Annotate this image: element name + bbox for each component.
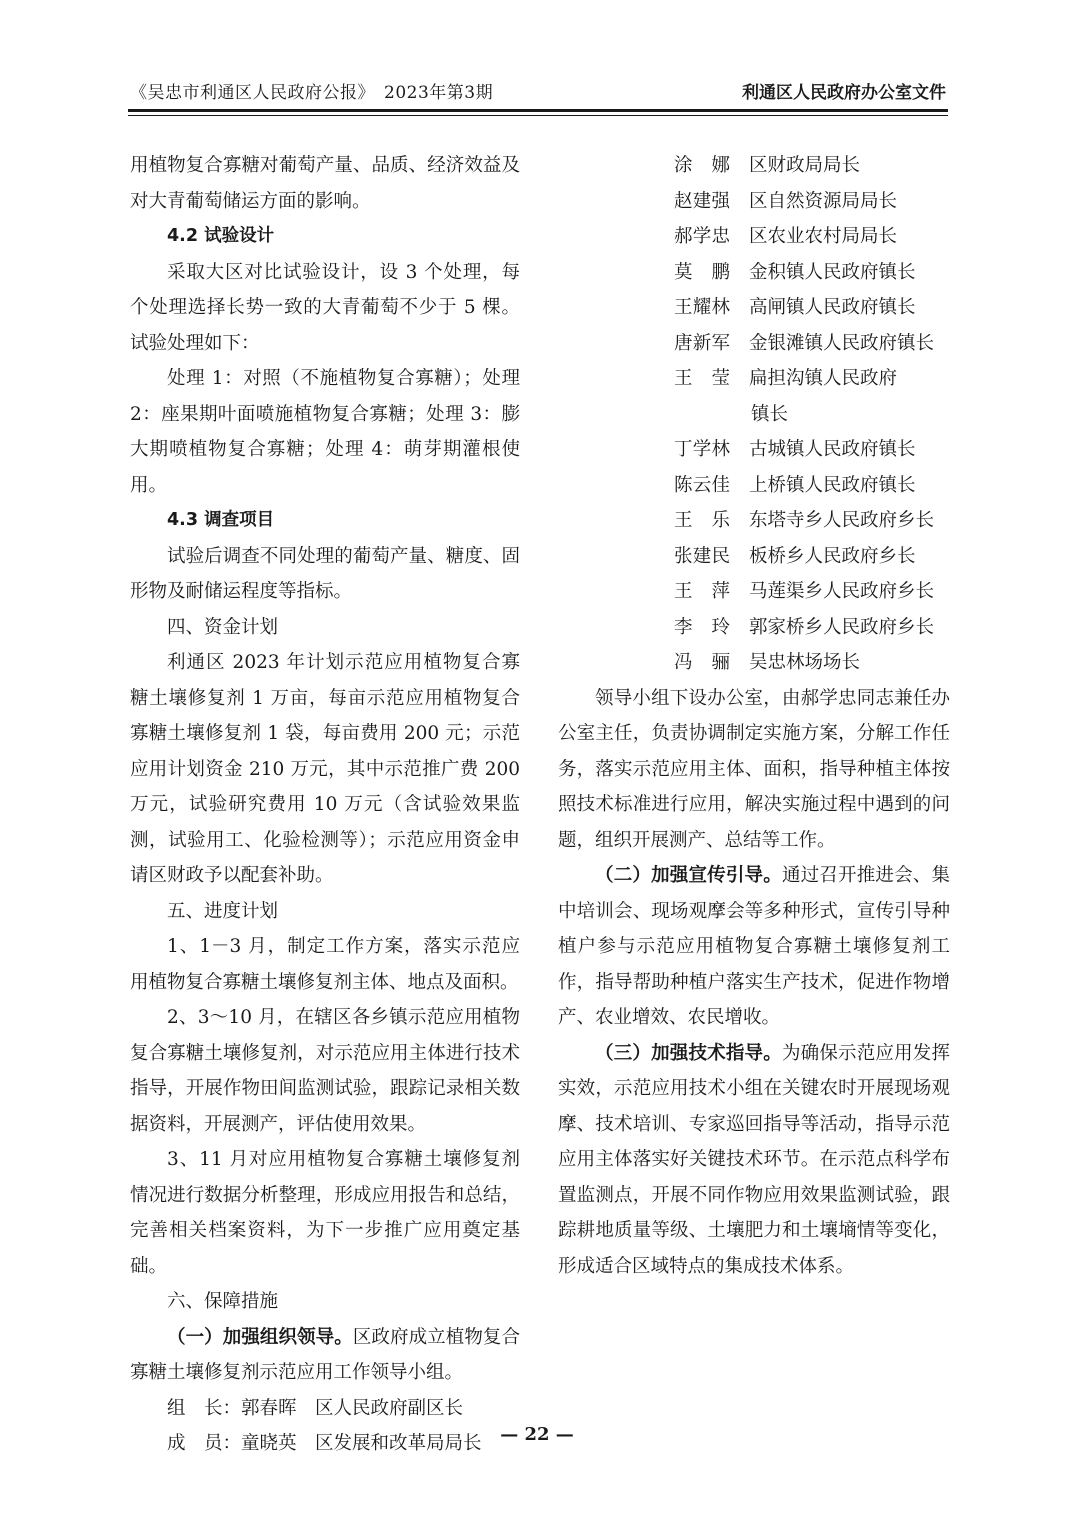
section-heading-4-2: 4.2 试验设计: [167, 226, 275, 246]
paragraph-body: 为确保示范应用发挥实效，示范应用技术小组在关键农时开展现场观摩、技术培训、专家巡回指导等活动，指导示范应用主体落实好关键技术环节。在示范点科学布置监测点，开展不同作物应用效果监测试验，跟踪耕地质量等级、土壤肥力和土壤墒情等变化，形成适合区域特点的集成技术体系。: [558, 1042, 950, 1277]
paragraph: 试验后调查不同处理的葡萄产量、糖度、固形物及耐储运程度等指标。: [130, 545, 520, 602]
member-role: 区财政局局长: [749, 155, 861, 176]
member-role: 高闸镇人民政府镇长: [749, 297, 916, 318]
member-row-continuation: [558, 397, 950, 433]
paragraph: 领导小组下设办公室，由郝学忠同志兼任办公室主任，负责协调制定实施方案，分解工作任务，落实示范应用主体、面积，指导种植主体按照技术标准进行应用，解决实施过程中遇到的问题，组织开展测产、总结等工作。: [558, 687, 950, 851]
document-source: 利通区人民政府办公室文件: [742, 83, 946, 103]
member-row: [558, 539, 950, 575]
member-role-continuation: 镇长: [751, 403, 789, 425]
member-name: 丁学林: [674, 439, 730, 460]
page-number: — 22 —: [500, 1424, 574, 1445]
member-role: 区农业农村局局长: [749, 226, 898, 247]
member-row: [558, 645, 950, 681]
section-heading-safeguards: 六、保障措施: [167, 1291, 279, 1312]
header-rule-thick: [128, 109, 948, 112]
member-row: [558, 255, 950, 291]
paragraph: 采取大区对比试验设计，设 3 个处理，每个处理选择长势一致的大青葡萄不少于 5 棵。试验处理如下：: [130, 261, 520, 354]
member-row: [558, 503, 950, 539]
member-role: 板桥乡人民政府乡长: [749, 545, 916, 567]
member-name: 莫 鹏: [674, 261, 730, 283]
right-column: [558, 148, 950, 1284]
member-row: [558, 361, 950, 397]
paragraph: 3、11 月对应用植物复合寡糖土壤修复剂情况进行数据分析整理，形成应用报告和总结，完善相关档案资料，为下一步推广应用奠定基础。: [130, 1149, 520, 1277]
member-name: 涂 娜: [674, 155, 730, 176]
paragraph: 用植物复合寡糖对葡萄产量、品质、经济效益及对大青葡萄储运方面的影响。: [130, 155, 520, 212]
member-role: 金积镇人民政府镇长: [749, 261, 916, 283]
paragraph: 2、3～10 月，在辖区各乡镇示范应用植物复合寡糖土壤修复剂，对示范应用主体进行技术指导，开展作物田间监测试验，跟踪记录相关数据资料，开展测产，评估使用效果。: [130, 1007, 520, 1135]
member-name: 赵建强: [674, 190, 730, 212]
member-row: [558, 148, 950, 184]
group-member-first: 成 员：童晓英 区发展和改革局局长: [167, 1433, 482, 1454]
member-role: 扁担沟镇人民政府: [749, 368, 898, 389]
member-name: 冯 骊: [674, 652, 730, 673]
paragraph-body: 通过召开推进会、集中培训会、现场观摩会等多种形式，宣传引导种植户参与示范应用植物复合寡糖土壤修复剂工作，指导帮助种植户落实生产技术，促进作物增产、农业增效、农民增收。: [558, 865, 950, 1028]
member-role: 区自然资源局局长: [749, 190, 898, 212]
member-name: 郝学忠: [674, 226, 730, 247]
member-row: [558, 610, 950, 646]
lead-phrase: （二）加强宣传引导。: [595, 865, 782, 886]
member-name: 王 乐: [674, 510, 730, 531]
member-name: 陈云佳: [674, 474, 730, 496]
section-heading-4-3: 4.3 调查项目: [167, 510, 275, 530]
member-name: 李 玲: [674, 616, 730, 638]
member-role: 上桥镇人民政府镇长: [749, 474, 916, 496]
member-row: [558, 184, 950, 220]
member-row: [558, 326, 950, 362]
paragraph: [130, 1320, 520, 1391]
lead-phrase: （一）加强组织领导。: [167, 1326, 353, 1348]
member-role: 吴忠林场场长: [749, 652, 861, 673]
member-row: [558, 574, 950, 610]
publication-title: 《吴忠市利通区人民政府公报》 2023年第3期: [130, 83, 494, 103]
paragraph: 处理 1：对照（不施植物复合寡糖）；处理 2：座果期叶面喷施植物复合寡糖；处理 3：膨大期喷植物复合寡糖；处理 4：萌芽期灌根使用。: [130, 368, 520, 496]
member-row: [558, 432, 950, 468]
member-name: 王 萍: [674, 581, 730, 602]
lead-phrase: （三）加强技术指导。: [595, 1042, 782, 1064]
paragraph: 利通区 2023 年计划示范应用植物复合寡糖土壤修复剂 1 万亩，每亩示范应用植物复合寡糖土壤修复剂 1 袋，每亩费用 200 元；示范应用计划资金 210 万元，其中示范推广费 200 万元，试验研究费用 10 万元（含试验效果监测，试验用工、化验检测等）；示范应用资金申请区财政予以配套补助。: [130, 652, 520, 886]
member-role: 古城镇人民政府镇长: [749, 439, 916, 460]
section-heading-schedule: 五、进度计划: [167, 900, 279, 922]
member-row: [558, 290, 950, 326]
member-role: 郭家桥乡人民政府乡长: [749, 616, 935, 638]
paragraph: [558, 1036, 950, 1285]
member-name: 王耀林: [674, 297, 730, 318]
member-name: 张建民: [674, 545, 730, 567]
member-list: [558, 148, 950, 681]
member-name: 唐新军: [674, 332, 730, 354]
header-rule-thin: [128, 115, 948, 116]
member-role: 金银滩镇人民政府镇长: [749, 332, 935, 354]
member-name: 王 莹: [674, 368, 730, 389]
member-row: [558, 219, 950, 255]
member-role: 马莲渠乡人民政府乡长: [749, 581, 935, 602]
member-row: [558, 468, 950, 504]
member-role: 东塔寺乡人民政府乡长: [749, 510, 935, 531]
paragraph: [558, 858, 950, 1036]
section-heading-funding: 四、资金计划: [167, 616, 279, 638]
paragraph: 1、1－3 月，制定工作方案，落实示范应用植物复合寡糖土壤修复剂主体、地点及面积。: [130, 936, 520, 993]
paragraph-body: 区政府成立植物复合寡糖土壤修复剂示范应用工作领导小组。: [130, 1326, 520, 1383]
left-column: [130, 148, 520, 1462]
group-leader: 组 长：郭春晖 区人民政府副区长: [167, 1397, 464, 1419]
